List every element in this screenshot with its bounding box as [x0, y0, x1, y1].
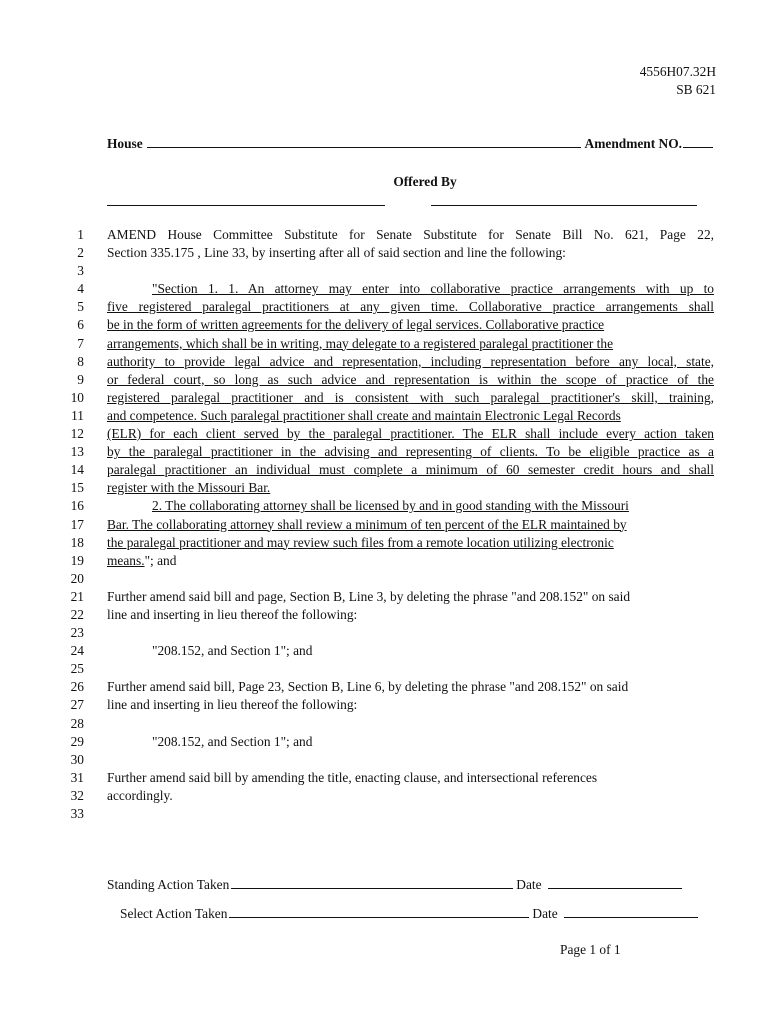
- line-number: 15: [70, 480, 84, 496]
- line-number: 8: [77, 353, 84, 369]
- page-number: Page 1 of 1: [560, 942, 621, 957]
- line-number: 18: [70, 534, 84, 550]
- line-text-content: line and inserting in lieu thereof the following:: [107, 697, 358, 713]
- line-text-content: Further amend said bill, Page 23, Section B, Line 6, by deleting the phrase "and 208.152" on said: [107, 679, 629, 695]
- line-text: [107, 298, 714, 316]
- document-code: 4556H07.32H: [639, 64, 716, 79]
- line-text: [107, 244, 566, 262]
- inserted-text: paralegal practitioner an individual must complete a minimum of 60 semester credit hours and shall: [107, 462, 714, 478]
- inserted-text: 2. The collaborating attorney shall be licensed by and in good standing with the Missouri: [152, 498, 629, 514]
- line-text: [107, 407, 621, 425]
- inserted-text: "Section 1. 1. An attorney may enter into collaborative practice arrangements with up to: [152, 281, 714, 297]
- line-text-tail: "; and: [144, 552, 177, 568]
- line-text: [107, 226, 714, 244]
- line-number: 16: [70, 498, 84, 514]
- line-number: 10: [70, 389, 84, 405]
- line-number: 29: [70, 733, 84, 749]
- line-number: 14: [70, 462, 84, 478]
- line-text: [107, 316, 604, 334]
- line-text: [107, 588, 630, 606]
- line-number: 6: [77, 317, 84, 333]
- select-date-label: Date: [532, 906, 558, 921]
- standing-date-label: Date: [516, 877, 542, 892]
- offered-by-district-line: [431, 205, 697, 206]
- inserted-text: Bar. The collaborating attorney shall review a minimum of ten percent of the ELR maintained by: [107, 516, 627, 532]
- line-number: 20: [70, 570, 84, 586]
- select-date-blank: [564, 917, 698, 918]
- line-number: 1: [77, 227, 84, 242]
- line-number: 25: [70, 661, 84, 677]
- line-text-content: AMEND House Committee Substitute for Senate Substitute for Senate Bill No. 621, Page 22,: [107, 227, 714, 242]
- amendment-label: Amendment NO.: [584, 136, 682, 151]
- line-number: 5: [77, 299, 84, 315]
- line-text: [107, 552, 176, 570]
- select-action-blank: [229, 917, 529, 918]
- offered-by-label: Offered By: [393, 174, 457, 189]
- select-action-row: [120, 906, 701, 922]
- line-number: 22: [70, 606, 84, 622]
- standing-action-label: Standing Action Taken: [107, 877, 230, 892]
- line-text-content: accordingly.: [107, 787, 173, 803]
- house-label: House: [107, 136, 143, 151]
- house-blank: [147, 147, 581, 148]
- bill-number: SB 621: [676, 82, 716, 97]
- line-text: [107, 389, 714, 407]
- document-id: [640, 63, 716, 99]
- line-text-content: "208.152, and Section 1"; and: [152, 643, 313, 659]
- line-number: 4: [77, 281, 84, 297]
- standing-action-blank: [231, 888, 513, 889]
- line-number: 26: [70, 679, 84, 695]
- line-number: 21: [70, 588, 84, 604]
- line-number: 27: [70, 697, 84, 713]
- line-text: [107, 678, 628, 696]
- line-text: [107, 461, 714, 479]
- inserted-text: registered paralegal practitioner and is consistent with such paralegal practitioner's skill, training,: [107, 389, 714, 405]
- inserted-text: the paralegal practitioner and may review such files from a remote location utilizing electronic: [107, 534, 614, 550]
- standing-action-row: [107, 877, 685, 893]
- line-text: [107, 443, 714, 461]
- inserted-text: and competence. Such paralegal practitioner shall create and maintain Electronic Legal Records: [107, 407, 621, 423]
- line-number: 12: [70, 426, 84, 442]
- line-text-content: Section 335.175 , Line 33, by inserting after all of said section and line the following:: [107, 245, 566, 261]
- line-text: [152, 733, 312, 751]
- line-number: 19: [70, 552, 84, 568]
- line-number: 17: [70, 516, 84, 532]
- inserted-text: be in the form of written agreements for the delivery of legal services. Collaborative practice: [107, 317, 605, 333]
- line-text: [107, 353, 714, 371]
- line-text: [107, 696, 357, 714]
- line-text-content: Further amend said bill by amending the title, enacting clause, and intersectional references: [107, 769, 598, 785]
- inserted-text: register with the Missouri Bar.: [107, 480, 271, 496]
- line-text: [152, 497, 629, 515]
- amendment-number-blank: [683, 147, 713, 148]
- line-text: [107, 787, 173, 805]
- line-text: [107, 769, 597, 787]
- line-number: 23: [70, 625, 84, 641]
- line-text-content: line and inserting in lieu thereof the following:: [107, 606, 358, 622]
- line-text: [107, 371, 714, 389]
- inserted-text: authority to provide legal advice and representation, including representation before any local, state,: [107, 353, 714, 369]
- line-text-content: "208.152, and Section 1"; and: [152, 733, 313, 749]
- line-number: 33: [70, 806, 84, 821]
- line-number: 11: [71, 407, 84, 423]
- line-text: [107, 606, 357, 624]
- offered-by-signature-line: [107, 205, 385, 206]
- inserted-text: five registered paralegal practitioners at any given time. Collaborative practice arrangements shall: [107, 299, 714, 315]
- line-number: 28: [70, 715, 84, 731]
- line-number: 7: [77, 335, 84, 351]
- inserted-text: means.: [107, 552, 145, 568]
- standing-date-blank: [548, 888, 682, 889]
- line-number: 3: [77, 263, 84, 279]
- select-action-label: Select Action Taken: [120, 906, 228, 921]
- line-number: 9: [77, 371, 84, 387]
- line-number: 32: [70, 787, 84, 803]
- line-number: 13: [70, 444, 84, 460]
- line-text: [107, 479, 270, 497]
- line-number: 24: [70, 643, 84, 659]
- inserted-text: arrangements, which shall be in writing, may delegate to a registered paralegal practitioner the: [107, 335, 614, 351]
- inserted-text: (ELR) for each client served by the paralegal practitioner. The ELR shall include every action taken: [107, 426, 714, 442]
- inserted-text: or federal court, so long as such advice and representation is within the scope of practice of the: [107, 371, 714, 387]
- line-text: [152, 642, 312, 660]
- line-text: [107, 425, 714, 443]
- line-number: 31: [70, 769, 84, 785]
- line-text: [107, 516, 627, 534]
- line-number: 2: [77, 245, 84, 261]
- line-text: [152, 280, 714, 298]
- line-text: [107, 534, 614, 552]
- line-number: 30: [70, 751, 84, 767]
- line-text-content: Further amend said bill and page, Section B, Line 3, by deleting the phrase "and 208.152" on said: [107, 588, 631, 604]
- line-text: [107, 335, 613, 353]
- inserted-text: by the paralegal practitioner in the advising and representing of clients. To be eligible practice as a: [107, 444, 714, 460]
- house-amendment-line: [107, 136, 713, 152]
